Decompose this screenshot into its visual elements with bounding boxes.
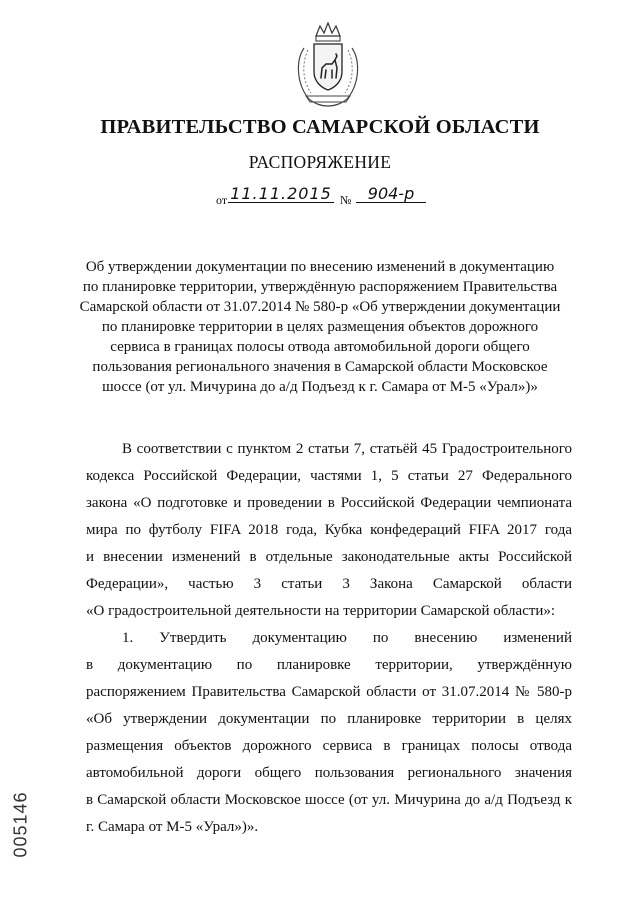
coat-of-arms-icon xyxy=(292,20,364,108)
document-number: 904-р xyxy=(367,184,415,203)
preamble-line: кодекса Российской Федерации, частями 1, 5 статьи 27 Федерального xyxy=(86,468,572,484)
subject-line: по планировке территории в целях размещения объектов дорожного xyxy=(101,319,539,335)
subject-line: по планировке территории, утверждённую распоряжением Правительства xyxy=(82,279,558,295)
subject-line: Об утверждении документации по внесению изменений в документацию xyxy=(85,259,555,275)
preamble-line: мира по футболу FIFA 2018 года, Кубка конфедераций FIFA 2017 года xyxy=(86,522,572,538)
preamble-line: закона «О подготовке и проведении в Российской Федерации чемпионата xyxy=(86,495,572,511)
clause-1-line: автомобильной дороги общего пользования регионального значения xyxy=(86,765,572,781)
clause-1-line: г. Самара от М-5 «Урал»)». xyxy=(86,819,259,835)
subject-line: Самарской области от 31.07.2014 № 580-р «Об утверждении документации xyxy=(79,299,561,315)
registration-stamp xyxy=(10,770,32,880)
clause-1-line: в документацию по планировке территории, утверждённую xyxy=(86,657,572,673)
preamble-line: В соответствии с пунктом 2 статьи 7, статьёй 45 Градостроительного xyxy=(122,441,572,457)
number-sign: № xyxy=(340,193,352,207)
preamble-line: «О градостроительной деятельности на территории Самарской области»: xyxy=(86,603,556,619)
date-number-line xyxy=(216,186,456,208)
clause-1-line: размещения объектов дорожного сервиса в границах полосы отвода xyxy=(86,738,572,754)
date-prefix: от xyxy=(216,193,228,207)
government-title: ПРАВИТЕЛЬСТВО САМАРСКОЙ ОБЛАСТИ xyxy=(100,116,540,138)
clause-1-line: в Самарской области Московское шоссе (от ул. Мичурина до а/д Подъезд к xyxy=(86,792,572,808)
clause-1-line: «Об утверждении документации по планировке территории в целях xyxy=(86,711,572,727)
number-underline xyxy=(356,202,426,203)
document-type: РАСПОРЯЖЕНИЕ xyxy=(248,152,392,172)
clause-1-line: 1. Утвердить документацию по внесению изменений xyxy=(122,630,572,646)
document-body xyxy=(86,436,572,841)
document-date: 11.11.2015 xyxy=(230,184,332,203)
registration-number: 005146 xyxy=(10,791,31,858)
date-underline xyxy=(228,202,334,203)
preamble-line: Федерации», частью 3 статьи 3 Закона Самарской области xyxy=(86,576,572,592)
subject-line: шоссе (от ул. Мичурина до а/д Подъезд к г. Самара от М-5 «Урал»)» xyxy=(102,379,538,395)
subject-line: сервиса в границах полосы отвода автомобильной дороги общего xyxy=(110,339,530,355)
clause-1-line: распоряжением Правительства Самарской области от 31.07.2014 № 580-р xyxy=(86,684,572,700)
subject-heading xyxy=(70,257,570,397)
subject-line: пользования регионального значения в Самарской области Московское xyxy=(92,359,548,375)
preamble-line: и внесении изменений в отдельные законодательные акты Российской xyxy=(86,549,572,565)
